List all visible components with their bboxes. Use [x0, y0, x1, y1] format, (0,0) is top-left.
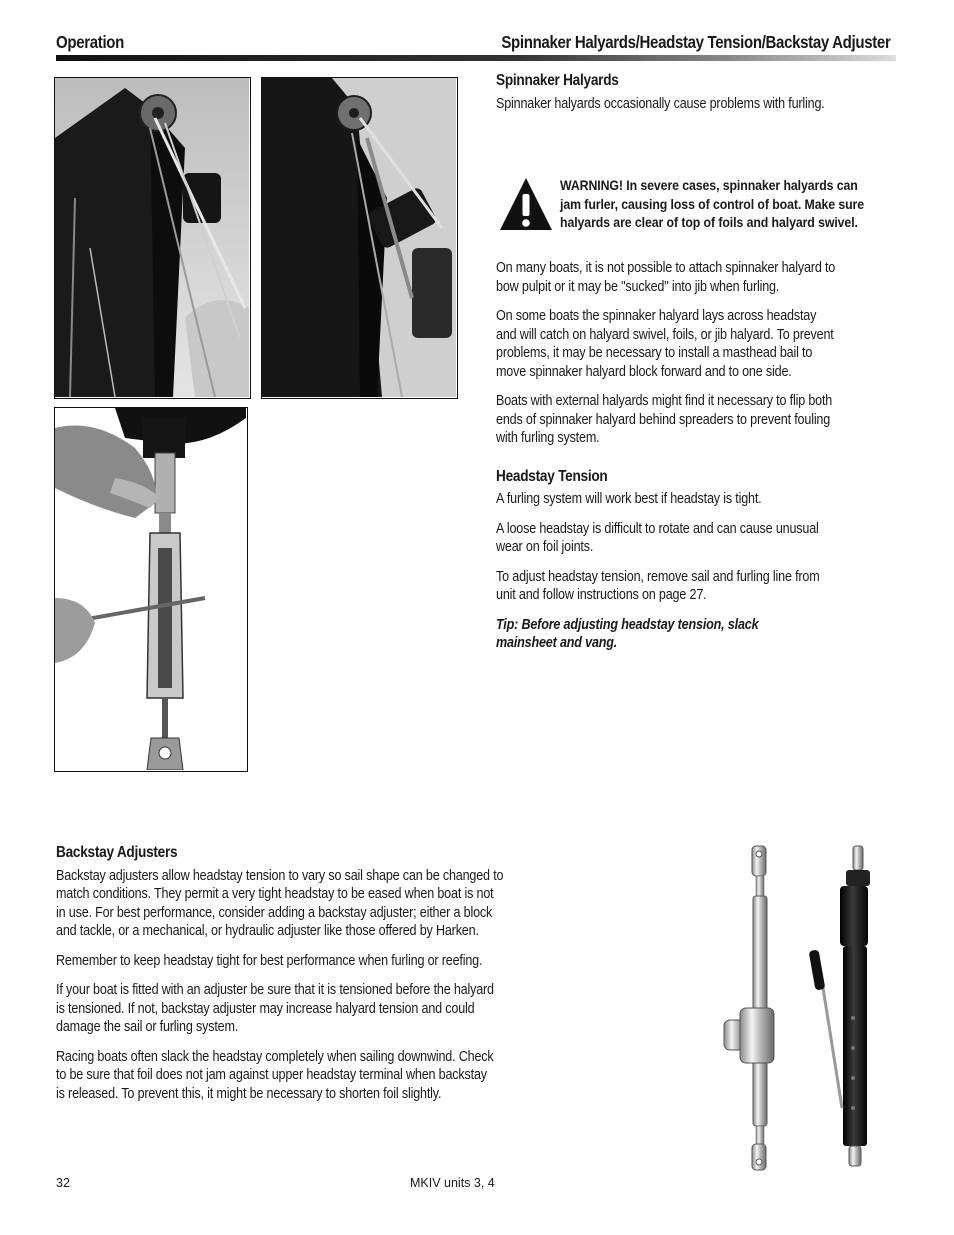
header-rule: [56, 55, 896, 61]
masthead-photo-2: [261, 77, 458, 399]
warning-box: [496, 176, 916, 236]
backstay-adjusters-illustration: [700, 838, 900, 1174]
footer-model-label: MKIV units 3, 4: [410, 1176, 495, 1190]
spinnaker-intro: Spinnaker halyards occasionally cause problems with furling.: [496, 95, 825, 112]
backstay-paragraph-3: If your boat is fitted with an adjuster be sure that it is tensioned before the halyard is tensioned. If not, backstay adjuster may increase halyard tension and could damage the sail or furling system.: [56, 982, 494, 1035]
warning-triangle-icon: [498, 176, 554, 232]
headstay-paragraph-3: To adjust headstay tension, remove sail and furling line from unit and follow instructions on page 27.: [496, 568, 820, 603]
backstay-adjusters-heading: Backstay Adjusters: [56, 844, 178, 861]
hydraulic-adjuster-image: [809, 846, 870, 1166]
headstay-paragraph-2: A loose headstay is difficult to rotate and can cause unusual wear on foil joints.: [496, 520, 819, 555]
headstay-tip: Tip: Before adjusting headstay tension, slack mainsheet and vang.: [496, 616, 759, 651]
turnbuckle-adjustment-photo: [54, 407, 248, 772]
backstay-paragraph-2: Remember to keep headstay tight for best performance when furling or reefing.: [56, 952, 483, 969]
mechanical-adjuster-image: [724, 846, 774, 1170]
headstay-paragraph-1: A furling system will work best if headstay is tight.: [496, 491, 762, 507]
spinnaker-paragraph-1: On many boats, it is not possible to attach spinnaker halyard to bow pulpit or it may be "sucked" into jib when furling.: [496, 260, 836, 295]
page-title: Spinnaker Halyards/Headstay Tension/Backstay Adjuster: [500, 32, 890, 52]
backstay-paragraph-4: Racing boats often slack the headstay completely when sailing downwind. Check to be sure that foil does not jam against upper headstay terminal when backstay is released. To prevent this, it might be necessary to shorten foil slightly.: [56, 1048, 494, 1102]
spinnaker-paragraph-2: On some boats the spinnaker halyard lays across headstay and will catch on halyard swivel, foils, or jib halyard. To prevent problems, it may be necessary to install a masthead bail to move spinnaker halyard block forward and to one side.: [496, 308, 834, 380]
section-title: Operation: [56, 32, 124, 52]
backstay-paragraph-1: Backstay adjusters allow headstay tension to vary so sail shape can be changed to match conditions. They permit a very tight headstay to be eased when boat is not in use. For best performance, consider adding a backstay adjuster; either a block and tackle, or a mechanical, or hydraulic adjuster like those offered by Harken.: [56, 867, 504, 939]
page-number: 32: [56, 1176, 70, 1190]
spinnaker-paragraph-3: Boats with external halyards might find it necessary to flip both ends of spinnaker halyard behind spreaders to prevent fouling with furling system.: [496, 393, 833, 446]
warning-text: WARNING! In severe cases, spinnaker halyards can jam furler, causing loss of control of boat. Make sure halyards are clear of top of foils and halyard swivel.: [560, 177, 865, 230]
headstay-tension-heading: Headstay Tension: [496, 467, 608, 485]
masthead-photo-1: [54, 77, 251, 399]
spinnaker-halyards-heading: Spinnaker Halyards: [496, 72, 619, 89]
